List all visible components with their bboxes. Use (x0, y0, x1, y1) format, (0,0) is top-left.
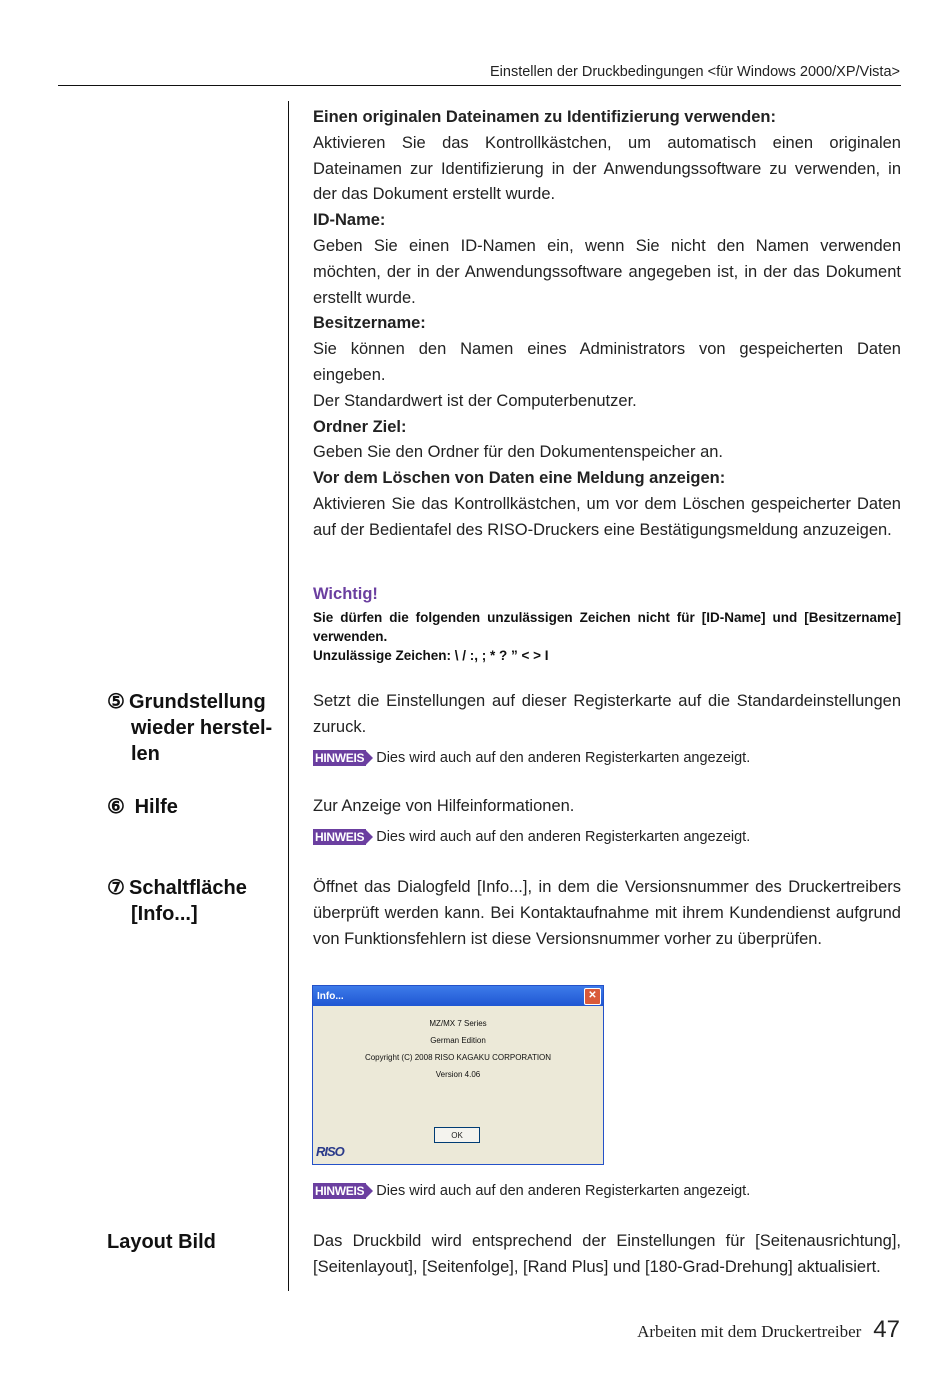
title-line-1: Hilfe (134, 796, 178, 818)
running-header: Einstellen der Druckbedingungen <für Windows 2000/XP/Vista> (489, 64, 900, 80)
heading-folder-target: Ordner Ziel: (313, 417, 407, 436)
dialog-product: MZ/MX 7 Series (429, 1019, 487, 1028)
info-dialog-screenshot (312, 985, 604, 1165)
heading-original-filename: Einen originalen Dateinamen zu Identifizierung verwenden: (313, 108, 776, 126)
layout-image-text: Das Druckbild wird entsprechend der Einstellungen für [Seitenausrichtung], [Seitenlayout], [Seitenfolge], [Rand Plus] und [180-Grad-Drehung] aktualisiert. (313, 1232, 901, 1276)
item-number-7: ⑦ (107, 877, 125, 899)
important-forbidden-chars: Unzulässige Zeichen: \ / :, ; * ? ” < > I (313, 647, 549, 663)
close-icon[interactable]: ✕ (584, 988, 601, 1005)
title-line-1: Grundstellung (129, 691, 266, 713)
text-original-filename: Aktivieren Sie das Kontrollkästchen, um automatisch einen originalen Dateinamen zur Identifizierung in der Anwendungssoftware zu verwenden, in der das Dokument erstellt wurde. (313, 133, 901, 204)
riso-logo: RISO (316, 1144, 344, 1159)
ok-button[interactable]: OK (434, 1127, 480, 1143)
title-line-3: len (131, 743, 160, 765)
title-line-2: wieder herstel- (131, 717, 273, 739)
hinweis-note-help (313, 829, 750, 845)
hinweis-text: Dies wird auch auf den anderen Registerkarten angezeigt. (376, 1183, 751, 1199)
important-text: Sie dürfen die folgenden unzulässigen Zeichen nicht für [ID-Name] und [Besitzername] verwenden. (313, 609, 901, 644)
hinweis-text: Dies wird auch auf den anderen Registerkarten angezeigt. (376, 829, 751, 845)
options-description (313, 105, 901, 544)
heading-id-name: ID-Name: (313, 211, 386, 230)
text-folder-target: Geben Sie den Ordner für den Dokumentenspeicher an. (313, 443, 724, 462)
hinweis-badge: HINWEIS (315, 751, 365, 765)
heading-owner-name: Besitzername: (313, 314, 426, 333)
dialog-copyright: Copyright (C) 2008 RISO KAGAKU CORPORATION (364, 1053, 552, 1062)
text-delete-message: Aktivieren Sie das Kontrollkästchen, um vor dem Löschen gespeicherter Daten auf der Bedientafel des RISO-Druckers eine Bestätigungsmeldung anzuzeigen. (313, 494, 901, 539)
text-owner-default: Der Standardwert ist der Computerbenutzer. (313, 391, 637, 410)
item-info-title (107, 875, 282, 927)
item-info-text: Öffnet das Dialogfeld [Info...], in dem die Versionsnummer des Druckertreibers überprüft werden kann. Bei Kontaktaufnahme mit ihrem Kundendienst aufgrund von Funktionsfehlern ist diese Versionsnummer vorher zu überprüfen. (313, 878, 901, 948)
hinweis-arrow-icon (366, 1184, 373, 1198)
item-number-5: ⑤ (107, 691, 125, 713)
page-footer (637, 1316, 900, 1344)
item-help-title (107, 794, 282, 820)
item-reset-text: Setzt die Einstellungen auf dieser Registerkarte auf die Standardeinstellungen zuruck. (313, 692, 901, 736)
item-help-text: Zur Anzeige von Hilfeinformationen. (313, 797, 575, 815)
footer-text: Arbeiten mit dem Druckertreiber (637, 1322, 862, 1341)
item-number-6: ⑥ (107, 796, 125, 818)
header-rule (58, 85, 901, 86)
layout-image-title: Layout Bild (107, 1231, 216, 1253)
item-reset-title (107, 689, 282, 767)
hinweis-note-info (313, 1183, 750, 1199)
hinweis-note-reset (313, 750, 750, 766)
hinweis-badge: HINWEIS (315, 830, 365, 844)
text-id-name: Geben Sie einen ID-Namen ein, wenn Sie nicht den Namen verwenden möchten, der in der Anwendungssoftware angegeben ist, in der das Dokument erstellt wurde. (313, 236, 901, 307)
dialog-titlebar (313, 986, 603, 1006)
hinweis-badge: HINWEIS (315, 1184, 365, 1198)
page-number: 47 (873, 1316, 900, 1343)
important-heading: Wichtig! (313, 585, 378, 603)
hinweis-arrow-icon (366, 830, 373, 844)
hinweis-text: Dies wird auch auf den anderen Registerkarten angezeigt. (376, 750, 751, 766)
hinweis-arrow-icon (366, 751, 373, 765)
dialog-title: Info... (317, 990, 344, 1002)
title-line-1: Schaltfläche (129, 877, 247, 899)
column-divider (288, 101, 289, 1291)
heading-delete-message: Vor dem Löschen von Daten eine Meldung anzeigen: (313, 469, 726, 488)
dialog-version: Version 4.06 (435, 1070, 481, 1079)
important-note (313, 582, 901, 665)
dialog-edition: German Edition (430, 1036, 486, 1045)
text-owner-name: Sie können den Namen eines Administrators von gespeicherten Daten eingeben. (313, 340, 901, 384)
title-line-2: [Info...] (131, 903, 198, 925)
